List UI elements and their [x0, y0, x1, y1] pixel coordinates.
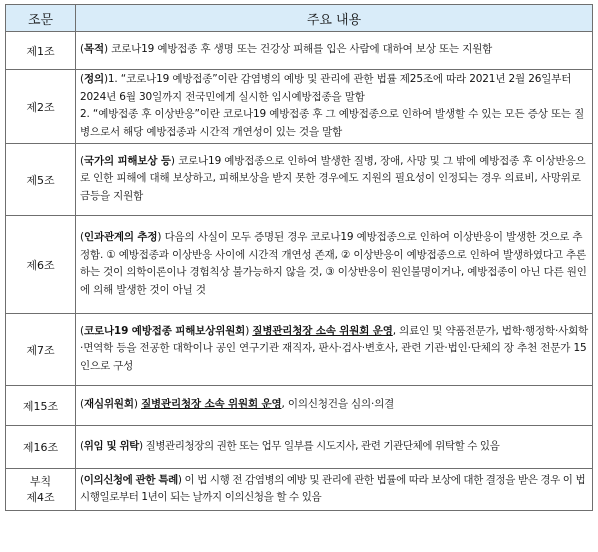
- article-number: 제7조: [6, 314, 76, 386]
- article-content: (이의신청에 관한 특례) 이 법 시행 전 감염병의 예방 및 관리에 관한 법률에 따라 보상에 대한 결정을 받은 경우 이 법 시행일로부터 1년이 되는 날까지 이의신청을 할 수 있음: [76, 469, 593, 511]
- table-row: [6, 426, 593, 469]
- article-content: (목적) 코로나19 예방접종 후 생명 또는 건강상 피해를 입은 사람에 대하여 보상 또는 지원함: [76, 32, 593, 70]
- table-row: [6, 70, 593, 144]
- article-body: 이 법 시행 전 감염병의 예방 및 관리에 관한 법률에 따라 보상에 대한 결정을 받은 경우 이 법 시행일로부터 1년이 되는 날까지 이의신청을 할 수 있음: [80, 473, 586, 503]
- article-title: 재심위원회: [83, 398, 134, 411]
- article-number: 제6조: [6, 216, 76, 314]
- article-body-line1: 1. “코로나19 예방접종”이란 감염병의 예방 및 관리에 관한 법률 제25조에 따라 2021년 2월 26일부터 2024년 6월 30일까지 전국민에게 실시한 임시예방접종을 말함: [80, 73, 572, 103]
- article-title: 이의신청에 관한 특례: [83, 473, 178, 486]
- article-content: (국가의 피해보상 등) 코로나19 예방접종으로 인하여 발생한 질병, 장애, 사망 및 그 밖에 예방접종 후 이상반응으로 인한 피해에 대해 보상하고, 피해보상을 받지 못한 경우에도 지원의 필요성이 인정되는 경우 의료비, 사망위로금등을 지원함: [76, 144, 593, 216]
- table-row: [6, 386, 593, 426]
- header-article: 조문: [6, 5, 76, 32]
- article-number: 제5조: [6, 144, 76, 216]
- law-summary-table-container: [5, 4, 592, 511]
- header-content: 주요 내용: [76, 5, 593, 32]
- article-body: 질병관리청장의 권한 또는 업무 일부를 시도지사, 관련 기관단체에 위탁할 수 있음: [142, 439, 500, 452]
- article-body: 코로나19 예방접종 후 생명 또는 건강상 피해를 입은 사람에 대하여 보상 또는 지원함: [107, 43, 493, 56]
- article-title: 국가의 피해보상 등: [83, 154, 171, 167]
- article-number: 제2조: [6, 70, 76, 144]
- article-title: 위임 및 위탁: [83, 439, 139, 452]
- article-content: (인과관계의 추정) 다음의 사실이 모두 증명된 경우 코로나19 예방접종으로 인하여 이상반응이 발생한 것으로 추정함. ① 예방접종과 이상반응 사이에 시간적 개연성 존재, ② 이상반응이 예방접종으로 인하여 발생하였다고 추론하는 것이 의학이론이나 경험칙상 불가능하지 않을 것, ③ 이상반응이 원인불명이거나, 예방접종이 아닌 다른 원인에 의해 발생한 것이 아닐 것: [76, 216, 593, 314]
- article-content: (위임 및 위탁) 질병관리청장의 권한 또는 업무 일부를 시도지사, 관련 기관단체에 위탁할 수 있음: [76, 426, 593, 469]
- article-content: (재심위원회) 질병관리청장 소속 위원회 운영, 이의신청건을 심의·의결: [76, 386, 593, 426]
- article-number-line1: 부칙: [29, 474, 52, 488]
- article-number: 제16조: [6, 426, 76, 469]
- article-number-line2: 제4조: [26, 490, 55, 504]
- article-title: 인과관계의 추정: [83, 231, 158, 243]
- article-body: 다음의 사실이 모두 증명된 경우 코로나19 예방접종으로 인하여 이상반응이 발생한 것으로 추정함. ① 예방접종과 이상반응 사이에 시간적 개연성 존재, ② 이상반응이 예방접종으로 인하여 발생하였다고 추론하는 것이 의학이론이나 경험칙상 불가능하지 않을 것, ③ 이상반응이 원인불명이거나, 예방접종이 아닌 다른 원인에 의해 발생한 것이 아닐 것: [80, 231, 587, 296]
- article-title: 코로나19 예방접종 피해보상위원회: [83, 324, 246, 337]
- table-row: [6, 144, 593, 216]
- article-body-line2: 2. “예방접종 후 이상반응”이란 코로나19 예방접종 후 그 예방접종으로 인하여 발생할 수 있는 모든 증상 또는 질병으로서 해당 예방접종과 시간적 개연성이 있는 것을 말함: [80, 108, 585, 138]
- article-content: (정의)1. “코로나19 예방접종”이란 감염병의 예방 및 관리에 관한 법률 제25조에 따라 2021년 2월 26일부터 2024년 6월 30일까지 전국민에게 실시한 임시예방접종을 말함 2. “예방접종 후 이상반응”이란 코로나19 예방접종 후 그 예방접종으로 인하여 발생할 수 있는 모든 증상 또는 질병으로서 해당 예방접종과 시간적 개연성이 있는 것을 말함: [76, 70, 593, 144]
- law-summary-table: [5, 4, 593, 511]
- table-row: [6, 32, 593, 70]
- table-row: [6, 216, 593, 314]
- article-body: , 의료인 및 약품전문가, 법학·행정학·사회학·면역학 등을 전공한 대학이나 공인 연구기관 재직자, 판사·검사·변호사, 관련 기관·법인·단체의 장 추천 전문가 15인으로 구성: [80, 324, 589, 372]
- article-body: , 이의신청건을 심의·의결: [281, 398, 395, 411]
- article-content: (코로나19 예방접종 피해보상위원회) 질병관리청장 소속 위원회 운영, 의료인 및 약품전문가, 법학·행정학·사회학·면역학 등을 전공한 대학이나 공인 연구기관 재직자, 판사·검사·변호사, 관련 기관·법인·단체의 장 추천 전문가 15인으로 구성: [76, 314, 593, 386]
- table-header-row: [6, 5, 593, 32]
- table-row: [6, 469, 593, 511]
- table-row: [6, 314, 593, 386]
- article-body: 코로나19 예방접종으로 인하여 발생한 질병, 장애, 사망 및 그 밖에 예방접종 후 이상반응으로 인한 피해에 대해 보상하고, 피해보상을 받지 못한 경우에도 지원의 필요성이 인정되는 경우 의료비, 사망위로금등을 지원함: [80, 154, 586, 202]
- article-number: [6, 469, 76, 511]
- article-number: 제1조: [6, 32, 76, 70]
- article-highlight: 질병관리청장 소속 위원회 운영: [141, 398, 282, 411]
- article-highlight: 질병관리청장 소속 위원회 운영: [252, 324, 393, 337]
- article-title: 목적: [83, 43, 104, 56]
- article-number: 제15조: [6, 386, 76, 426]
- article-title: 정의: [83, 73, 104, 85]
